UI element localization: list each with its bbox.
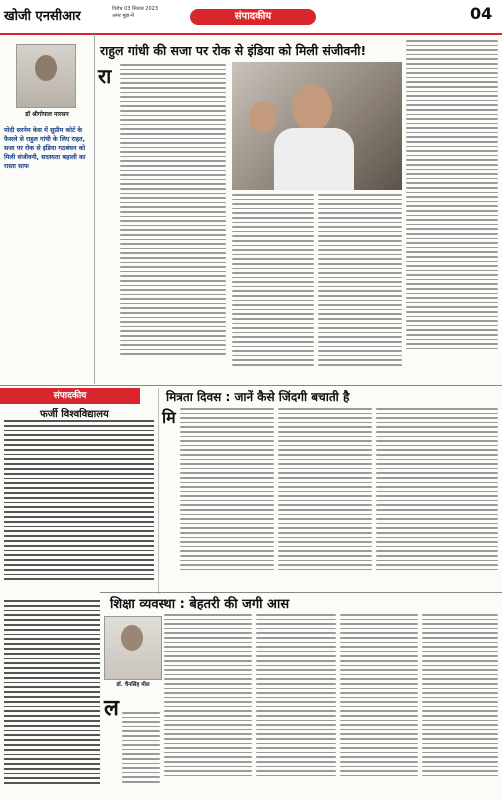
pull-quote: मोदी सरनेम केस में सुप्रीम कोर्ट के फैसले से राहुल गांधी के लिए राहत, सजा पर रोक से इंडिया गठबंधन को मिली संजीवनी, सदस्यता बहाली का रास्ता साफ: [4, 127, 86, 170]
education-dropcap: ल: [104, 695, 119, 721]
friendship-text-col2: [278, 408, 372, 590]
left-column: [0, 34, 95, 384]
dateline: [112, 6, 158, 20]
hand-shape: [250, 102, 276, 132]
editorial-text-cont: [4, 600, 100, 796]
education-text-col3: [340, 614, 418, 796]
lead-text-col1: [120, 64, 226, 384]
friendship-text-col1: [180, 408, 274, 590]
education-text-col2: [256, 614, 336, 796]
section-divider: [0, 385, 502, 386]
education-text-col1: [164, 614, 252, 796]
page-header: [0, 0, 502, 34]
education-author-caption: डॉ. चैनसिंह मील: [116, 682, 150, 688]
editorial-title: फर्जी विश्वविद्यालय: [40, 409, 109, 420]
lead-text-col3: [318, 194, 402, 384]
page-number: 04: [470, 4, 493, 23]
lead-text-col2: [232, 194, 314, 384]
editorial-banner: संपादकीय: [0, 388, 140, 404]
lead-dropcap: रा: [98, 64, 112, 88]
education-author-photo: [104, 616, 162, 680]
education-text-lead: [122, 712, 160, 796]
author-photo: [16, 44, 76, 108]
education-headline: शिक्षा व्यवस्था : बेहतरी की जगी आस: [110, 597, 290, 612]
editorial-text: [4, 420, 154, 594]
dateline-sub: अमर मुझ-में: [112, 13, 135, 19]
masthead: खोजी एनसीआर: [4, 9, 81, 24]
lower-divider: [100, 592, 502, 593]
body-shape: [274, 128, 354, 190]
education-text-col4: [422, 614, 498, 796]
lead-photo: [232, 62, 402, 190]
dateline-date: विरोध 03 सिताब 2023: [112, 6, 159, 12]
column-rule: [158, 388, 159, 594]
author-byline: डॉ श्रीगोपाल नारसन: [25, 111, 69, 118]
lead-text-col4: [406, 40, 498, 384]
lead-headline: राहुल गांधी की सजा पर रोक से इंडिया को मिली संजीवनी!: [100, 43, 367, 58]
friendship-headline: मित्रता दिवस : जानें कैसे जिंदगी बचाती है: [166, 390, 350, 404]
section-tag: संपादकीय: [190, 9, 316, 25]
friendship-text-col3: [376, 408, 498, 590]
face-shape: [292, 84, 332, 132]
friendship-dropcap: मि: [162, 408, 176, 427]
